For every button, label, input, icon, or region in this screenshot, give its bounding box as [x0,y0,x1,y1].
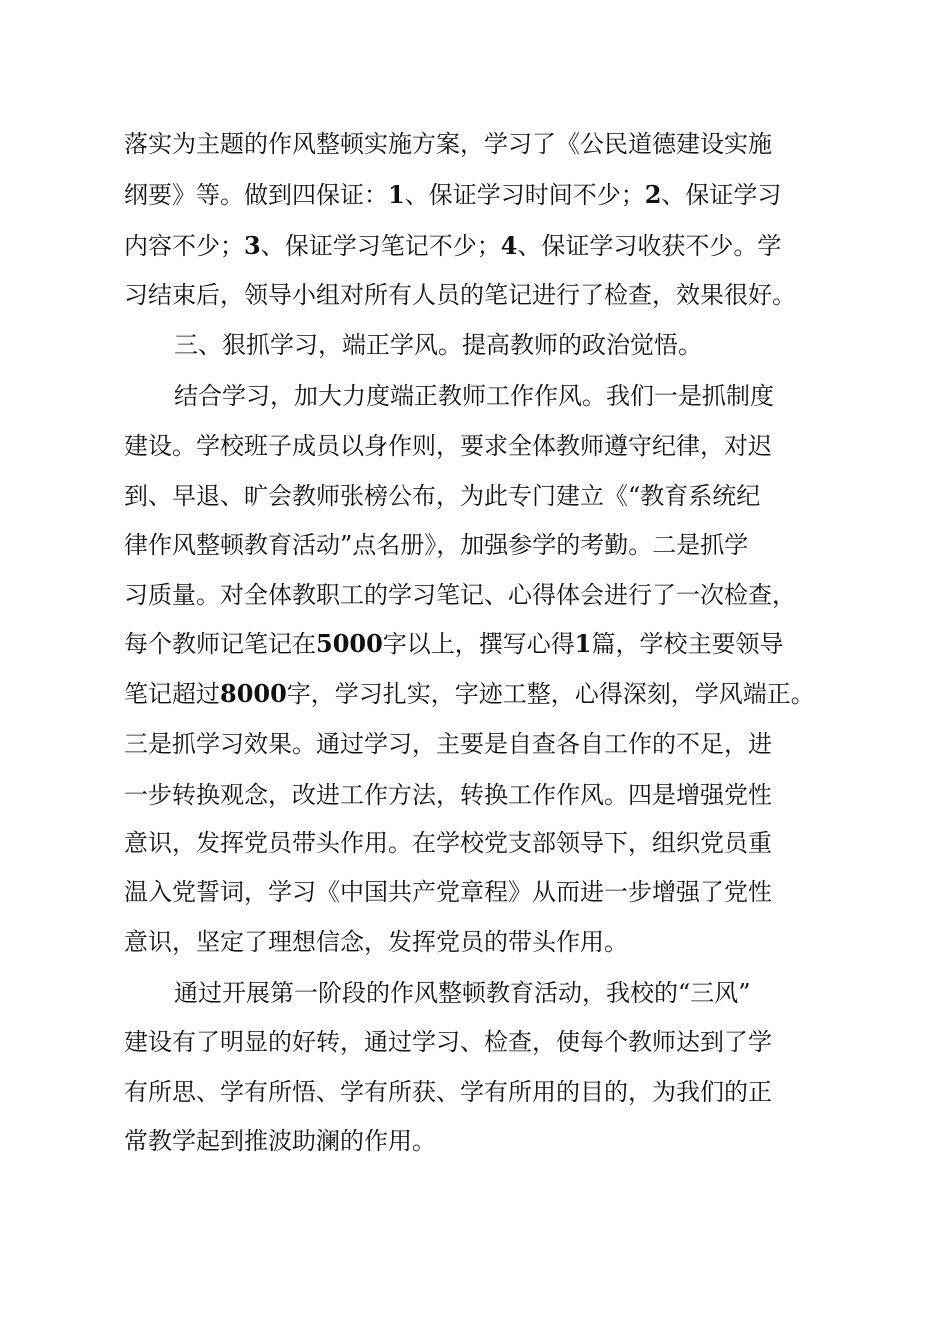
text-line-20: 有所思、学有所悟、学有所获、学有所用的目的，为我们的正 [124,1078,772,1106]
text-line-2: 纲要》等。做到四保证：1、保证学习时间不少；2、保证学习 [124,180,782,209]
number-text: 5000 [316,629,383,658]
text-line-1: 落实为主题的作风整顿实施方案，学习了《公民道德建设实施 [124,130,772,158]
number-text: 4 [500,231,518,260]
section-heading-3: 三、狠抓学习，端正学风。提高教师的政治觉悟。 [174,331,702,359]
text-line-19: 建设有了明显的好转，通过学习、检查，使每个教师达到了学 [124,1028,772,1056]
number-text: 2 [644,180,662,209]
text-line-14: 一步转换观念，改进工作方法，转换工作作风。四是增强党性 [124,781,772,809]
number-text: 1 [574,629,592,658]
text-line-13: 三是抓学习效果。通过学习，主要是自查各自工作的不足，进 [124,730,772,758]
text-line-10: 习质量。对全体教职工的学习笔记、心得体会进行了一次检查， [124,581,796,609]
number-text: 1 [388,180,405,209]
text-line-18: 通过开展第一阶段的作风整顿教育活动，我校的“三风” [174,979,751,1007]
text-line-11: 每个教师记笔记在5000字以上，撰写心得1篇，学校主要领导 [124,629,784,658]
text-line-12: 笔记超过8000字，学习扎实，字迹工整，心得深刻，学风端正。 [124,679,815,708]
text-line-15: 意识，发挥党员带头作用。在学校党支部领导下，组织党员重 [124,829,772,857]
text-line-9: 律作风整顿教育活动”点名册》，加强参学的考勤。二是抓学 [124,531,749,559]
text-line-4: 习结束后，领导小组对所有人员的笔记进行了检查，效果很好。 [124,281,796,309]
text-line-16: 温入党誓词，学习《中国共产党章程》从而进一步增强了党性 [124,878,772,906]
text-line-3: 内容不少；3、保证学习笔记不少；4、保证学习收获不少。学 [124,231,782,260]
text-line-21: 常教学起到推波助澜的作用。 [124,1127,436,1155]
number-text: 8000 [220,679,287,708]
number-text: 3 [244,231,261,260]
text-line-7: 建设。学校班子成员以身作则，要求全体教师遵守纪律，对迟 [124,432,772,460]
text-line-8: 到、早退、旷会教师张榜公布，为此专门建立《“教育系统纪 [124,482,761,510]
text-line-17: 意识，坚定了理想信念，发挥党员的带头作用。 [124,928,628,956]
text-line-6: 结合学习，加大力度端正教师工作作风。我们一是抓制度 [174,382,774,410]
